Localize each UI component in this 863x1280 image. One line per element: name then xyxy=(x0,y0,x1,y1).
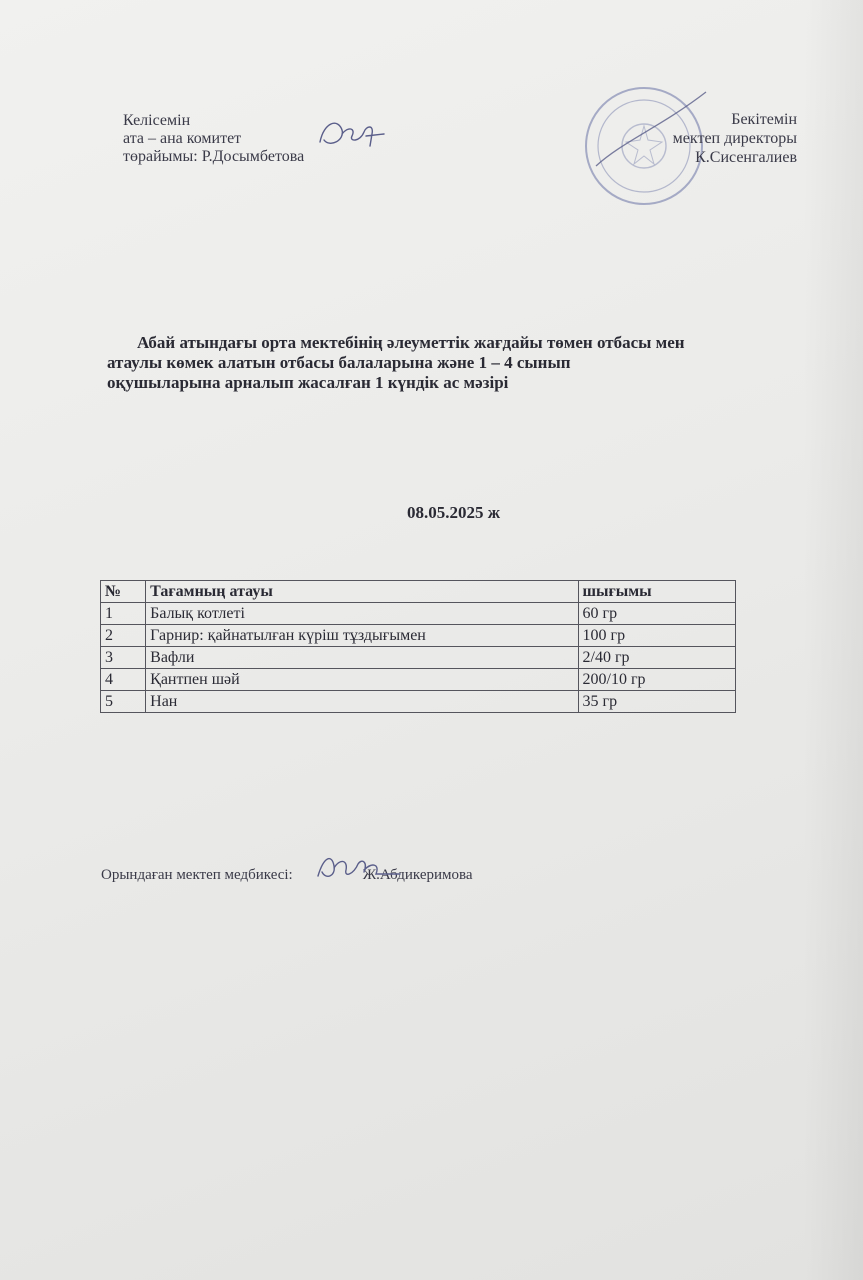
row-number: 2 xyxy=(101,625,146,647)
table-header-row xyxy=(101,581,736,603)
table-row xyxy=(101,603,736,625)
row-dish-name: Балық котлеті xyxy=(146,603,578,625)
approval-line-3: К.Сисенгалиев xyxy=(695,149,797,166)
header-yield: шығымы xyxy=(578,581,736,603)
approval-block xyxy=(673,110,797,167)
header-dish-name: Тағамның атауы xyxy=(146,581,578,603)
row-yield: 100 гр xyxy=(578,625,736,647)
table-row xyxy=(101,669,736,691)
agreement-line-3: төрайымы: Р.Досымбетова xyxy=(123,148,305,165)
row-yield: 60 гр xyxy=(578,603,736,625)
row-dish-name: Вафли xyxy=(146,647,578,669)
menu-table xyxy=(100,580,736,713)
title-line-1: Абай атындағы орта мектебінің әлеуметтік жағдайы төмен отбасы мен xyxy=(137,333,685,352)
row-dish-name: Нан xyxy=(146,691,578,713)
page-shadow xyxy=(803,0,863,1280)
nurse-signature xyxy=(314,850,404,886)
row-number: 1 xyxy=(101,603,146,625)
approval-line-1: Бекітемін xyxy=(731,111,797,128)
footer-label: Орындаған мектеп медбикесі: xyxy=(101,867,293,883)
row-number: 3 xyxy=(101,647,146,669)
header-number: № xyxy=(101,581,146,603)
row-yield: 2/40 гр xyxy=(578,647,736,669)
row-number: 4 xyxy=(101,669,146,691)
agreement-block xyxy=(123,112,304,166)
table-row xyxy=(101,691,736,713)
row-number: 5 xyxy=(101,691,146,713)
title-line-3: оқушыларына арналып жасалған 1 күндік ас мәзірі xyxy=(107,373,509,392)
agreement-line-1: Келісемін xyxy=(123,112,191,129)
table-row xyxy=(101,647,736,669)
row-yield: 200/10 гр xyxy=(578,669,736,691)
approval-line-2: мектеп директоры xyxy=(672,130,797,147)
title-line-2: атаулы көмек алатын отбасы балаларына және 1 – 4 сынып xyxy=(107,353,571,372)
menu-date: 08.05.2025 ж xyxy=(407,503,501,522)
footer-name: Ж.Абдикеримова xyxy=(362,867,473,883)
footer-signoff xyxy=(101,867,473,884)
row-yield: 35 гр xyxy=(578,691,736,713)
document-title xyxy=(107,333,827,393)
table-row xyxy=(101,625,736,647)
agreement-line-2: ата – ана комитет xyxy=(123,130,242,147)
row-dish-name: Қантпен шәй xyxy=(146,669,578,691)
committee-signature xyxy=(312,112,392,156)
row-dish-name: Гарнир: қайнатылған күріш тұздығымен xyxy=(146,625,578,647)
